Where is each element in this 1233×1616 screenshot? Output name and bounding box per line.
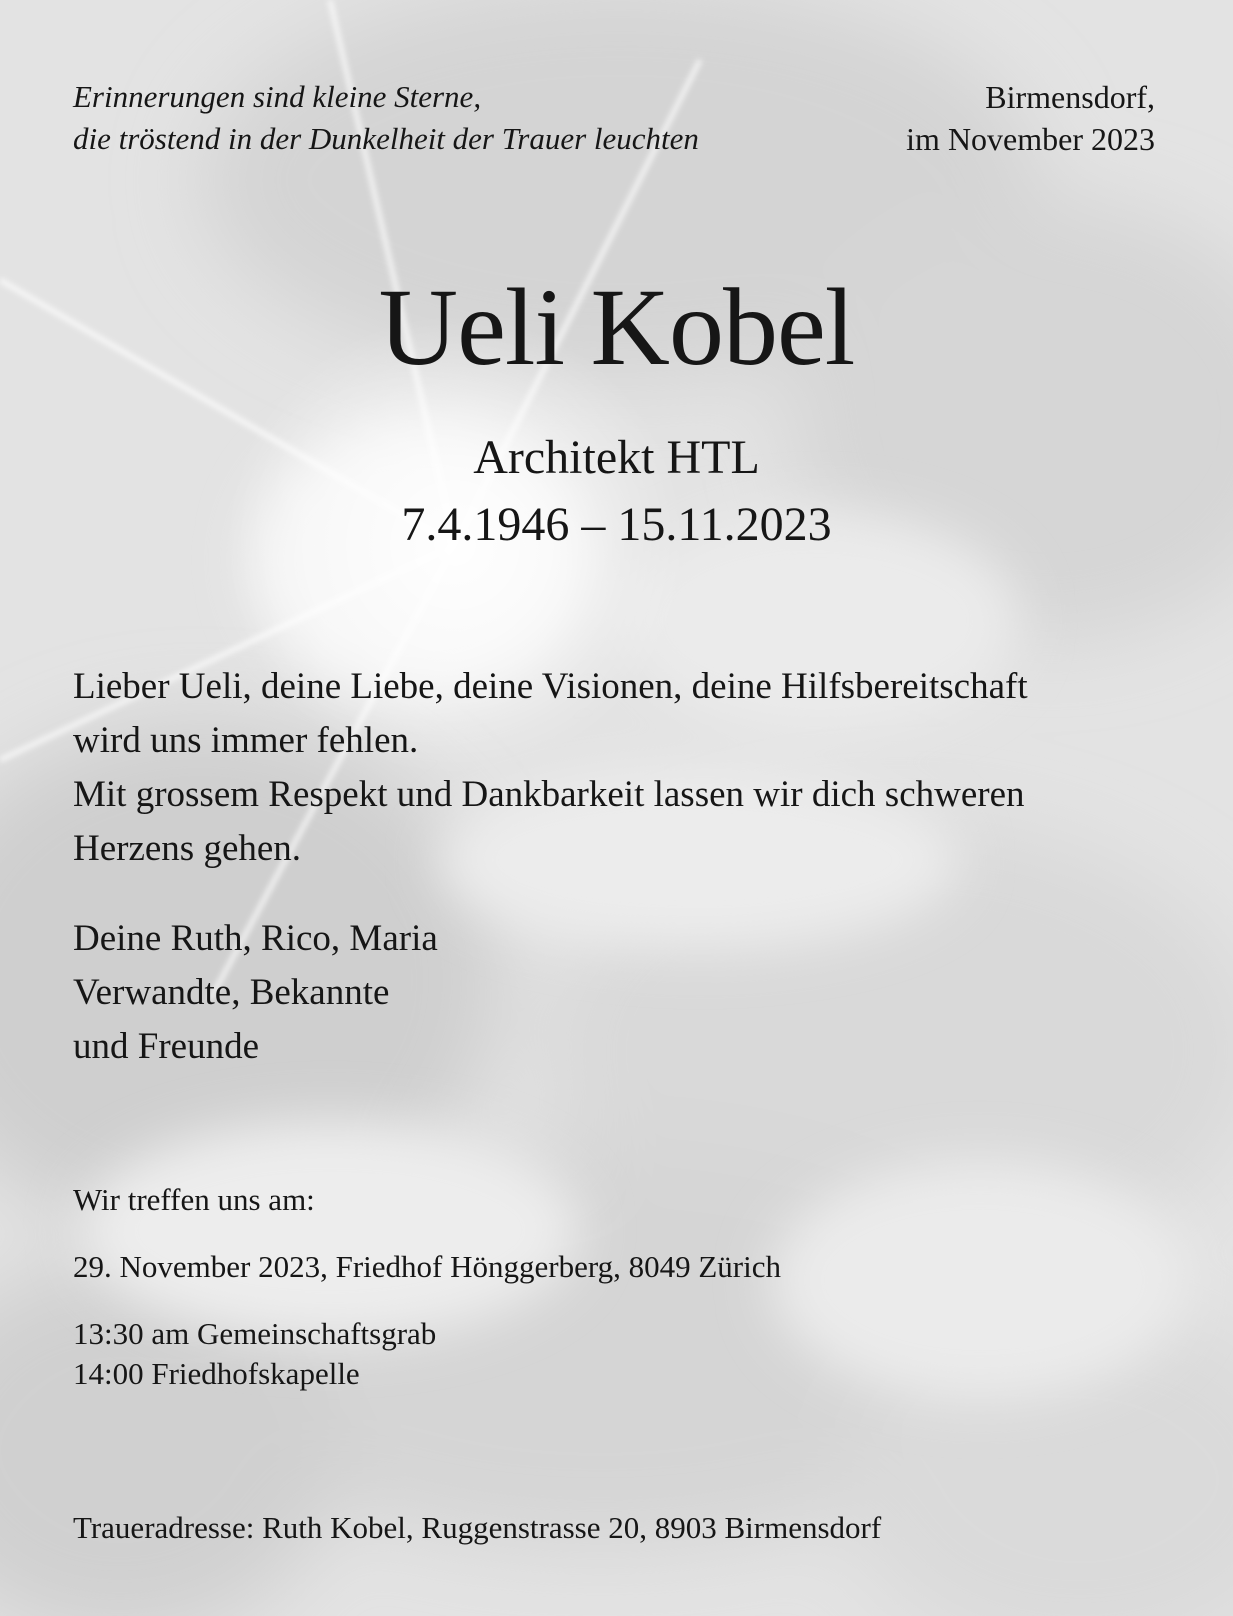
place: Birmensdorf, <box>985 79 1155 115</box>
signer-line: Verwandte, Bekannte <box>73 972 390 1013</box>
memorial-quote <box>73 76 699 160</box>
farewell-message <box>73 660 1183 876</box>
message-line: Mit grossem Respekt und Dankbarkeit lassen wir dich schweren <box>73 774 1025 815</box>
meeting-heading: Wir treffen uns am: <box>73 1182 315 1217</box>
quote-line: Erinnerungen sind kleine Sterne, <box>73 79 482 114</box>
date: im November 2023 <box>906 121 1155 157</box>
place-and-date <box>906 76 1155 160</box>
ceremony-time: 14:00 Friedhofskapelle <box>73 1356 360 1391</box>
message-line: wird uns immer fehlen. <box>73 720 419 761</box>
message-line: Herzens gehen. <box>73 828 302 869</box>
lifespan-dates: 7.4.1946 – 15.11.2023 <box>401 498 832 551</box>
message-line: Lieber Ueli, deine Liebe, deine Visionen, deine Hilfsbereitschaft <box>73 666 1028 707</box>
mourning-address: Traueradresse: Ruth Kobel, Ruggenstrasse 20, 8903 Birmensdorf <box>73 1510 882 1545</box>
signer-line: und Freunde <box>73 1026 259 1067</box>
quote-line: die tröstend in der Dunkelheit der Trauer leuchten <box>73 121 699 156</box>
signer-line: Deine Ruth, Rico, Maria <box>73 918 438 959</box>
meeting-date-location: 29. November 2023, Friedhof Hönggerberg, 8049 Zürich <box>73 1249 781 1284</box>
deceased-profession: Architekt HTL <box>473 431 760 484</box>
deceased-name: Ueli Kobel <box>378 266 855 388</box>
ceremony-time: 13:30 am Gemeinschaftsgrab <box>73 1316 437 1351</box>
mourners-signature <box>73 912 438 1074</box>
ceremony-times <box>73 1314 436 1394</box>
